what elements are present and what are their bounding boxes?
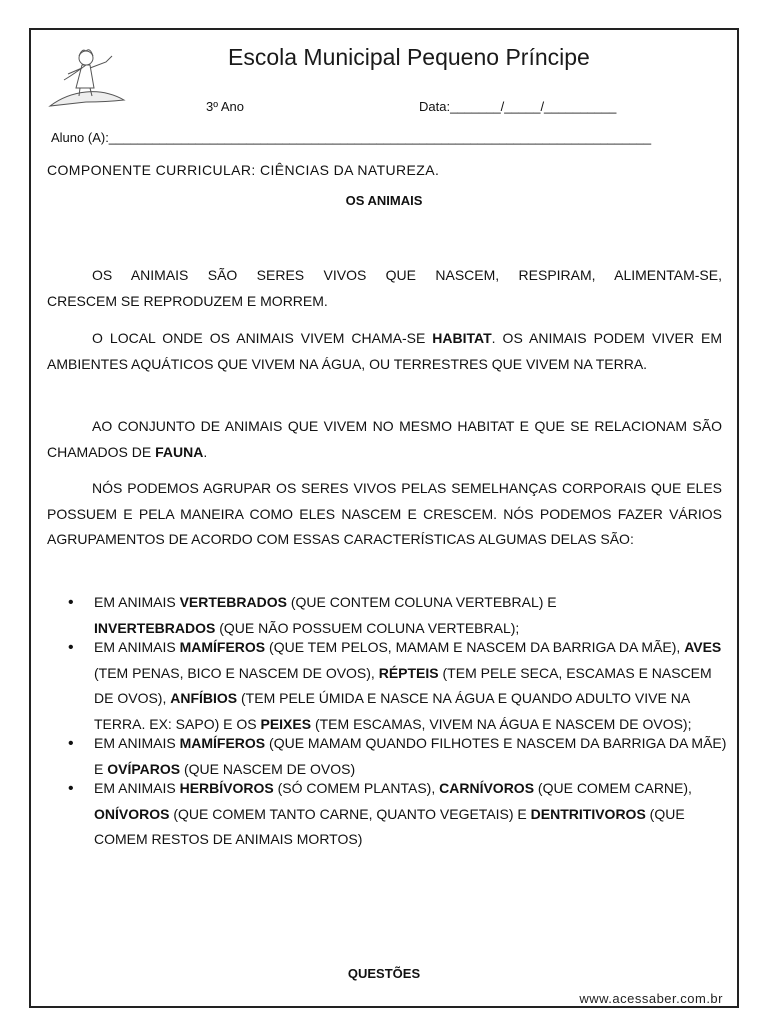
keyword-vertebrados: VERTEBRADOS: [179, 594, 287, 610]
bullet-text: (SÓ COMEM PLANTAS),: [273, 780, 440, 796]
paragraph-1-line-1: OS ANIMAIS SÃO SERES VIVOS QUE NASCEM, RESPIRAM, ALIMENTAM-SE,: [92, 267, 722, 283]
paragraph-3-text-b: .: [203, 443, 208, 460]
student-name-field[interactable]: Aluno (A):___________________________________________________________________________: [51, 130, 652, 145]
bullet-text: (QUE COMEM RESTOS DE ANIMAIS MORTOS): [94, 805, 685, 847]
bullet-text: (QUE COMEM CARNE),: [534, 780, 692, 796]
bullet-text: (TEM ESCAMAS, VIVEM NA ÁGUA E NASCEM DE OVOS);: [311, 715, 692, 732]
paragraph-1-line-2: CRESCEM SE REPRODUZEM E MORREM.: [47, 292, 328, 309]
paragraph-2: [47, 326, 722, 377]
paragraph-2-text-a: O LOCAL ONDE OS ANIMAIS VIVEM CHAMA-SE: [92, 330, 433, 346]
paragraph-2-text-b: . OS ANIMAIS PODEM VIVER EM AMBIENTES AQUÁTICOS QUE VIVEM NA ÁGUA, OU TERRESTRES QUE VIVEM NA TERRA.: [47, 330, 722, 372]
bullet-text: EM ANIMAIS: [94, 594, 180, 610]
section-title: OS ANIMAIS: [345, 193, 423, 208]
list-item: [47, 635, 727, 737]
bullet-text: EM ANIMAIS: [94, 735, 180, 751]
keyword-oviparos: OVÍPAROS: [107, 760, 181, 777]
keyword-mamiferos: MAMÍFEROS: [179, 639, 266, 655]
curricular-component: COMPONENTE CURRICULAR: CIÊNCIAS DA NATUREZA.: [47, 162, 440, 178]
footer-url[interactable]: www.acessaber.com.br: [579, 991, 723, 1006]
bullet-text: (QUE MAMAM QUANDO FILHOTES E NASCEM DA BARRIGA DA MÃE) E: [94, 735, 727, 777]
bullet-text: EM ANIMAIS: [94, 780, 180, 796]
bullet-text: EM ANIMAIS: [94, 639, 180, 655]
list-item: [47, 590, 727, 641]
grade-label: 3º Ano: [206, 99, 245, 114]
keyword-carnivoros: CARNÍVOROS: [439, 780, 535, 796]
paragraph-3: [47, 414, 722, 465]
keyword-onivoros: ONÍVOROS: [94, 805, 170, 822]
paragraph-3-text-a: AO CONJUNTO DE ANIMAIS QUE VIVEM NO MESMO HABITAT E QUE SE RELACIONAM SÃO CHAMADOS DE: [47, 418, 722, 460]
keyword-repteis: RÉPTEIS: [378, 664, 439, 681]
bullet-text: (QUE NÃO POSSUEM COLUNA VERTEBRAL);: [215, 619, 520, 636]
list-item: [47, 731, 727, 782]
paragraph-4-text: NÓS PODEMOS AGRUPAR OS SERES VIVOS PELAS SEMELHANÇAS CORPORAIS QUE ELES POSSUEM E PELA MANEIRA COMO ELES NASCEM E CRESCEM. NÓS PODEMOS FAZER VÁRIOS AGRUPAMENTOS DE ACORDO COM ESSAS CARACTERÍSTICAS ALGUMAS DELAS SÃO:: [47, 480, 722, 547]
keyword-herbivoros: HERBÍVOROS: [179, 780, 274, 796]
keyword-aves: AVES: [684, 639, 722, 655]
habitat-keyword: HABITAT: [432, 330, 492, 346]
keyword-peixes: PEIXES: [260, 715, 312, 732]
little-prince-icon: [46, 44, 128, 110]
keyword-anfibios: ANFÍBIOS: [170, 690, 238, 706]
school-name: Escola Municipal Pequeno Príncipe: [228, 44, 590, 70]
bullet-text: (TEM PELE SECA, ESCAMAS E NASCEM DE OVOS),: [94, 664, 712, 706]
groupings-list: [47, 590, 727, 853]
paragraph-1: [47, 263, 722, 314]
keyword-dentritivoros: DENTRITIVOROS: [530, 805, 646, 822]
keyword-invertebrados: INVERTEBRADOS: [94, 619, 216, 636]
keyword-mamiferos-2: MAMÍFEROS: [179, 735, 266, 751]
paragraph-4: [47, 476, 722, 553]
bullet-text: (QUE CONTEM COLUNA VERTEBRAL) E: [286, 594, 557, 610]
bullet-text: (QUE TEM PELOS, MAMAM E NASCEM DA BARRIGA DA MÃE),: [265, 639, 685, 655]
fauna-keyword: FAUNA: [155, 443, 204, 460]
bullet-text: (TEM PELE ÚMIDA E NASCE NA ÁGUA E QUANDO ADULTO VIVE NA TERRA. EX: SAPO) E OS: [94, 690, 690, 732]
list-item: [47, 776, 727, 853]
bullet-text: (QUE COMEM TANTO CARNE, QUANTO VEGETAIS) E: [169, 805, 531, 822]
date-field[interactable]: Data:_______/_____/__________: [419, 99, 617, 114]
bullet-text: (TEM PENAS, BICO E NASCEM DE OVOS),: [94, 664, 379, 681]
bullet-text: (QUE NASCEM DE OVOS): [180, 760, 356, 777]
questions-title: QUESTÕES: [347, 966, 421, 981]
